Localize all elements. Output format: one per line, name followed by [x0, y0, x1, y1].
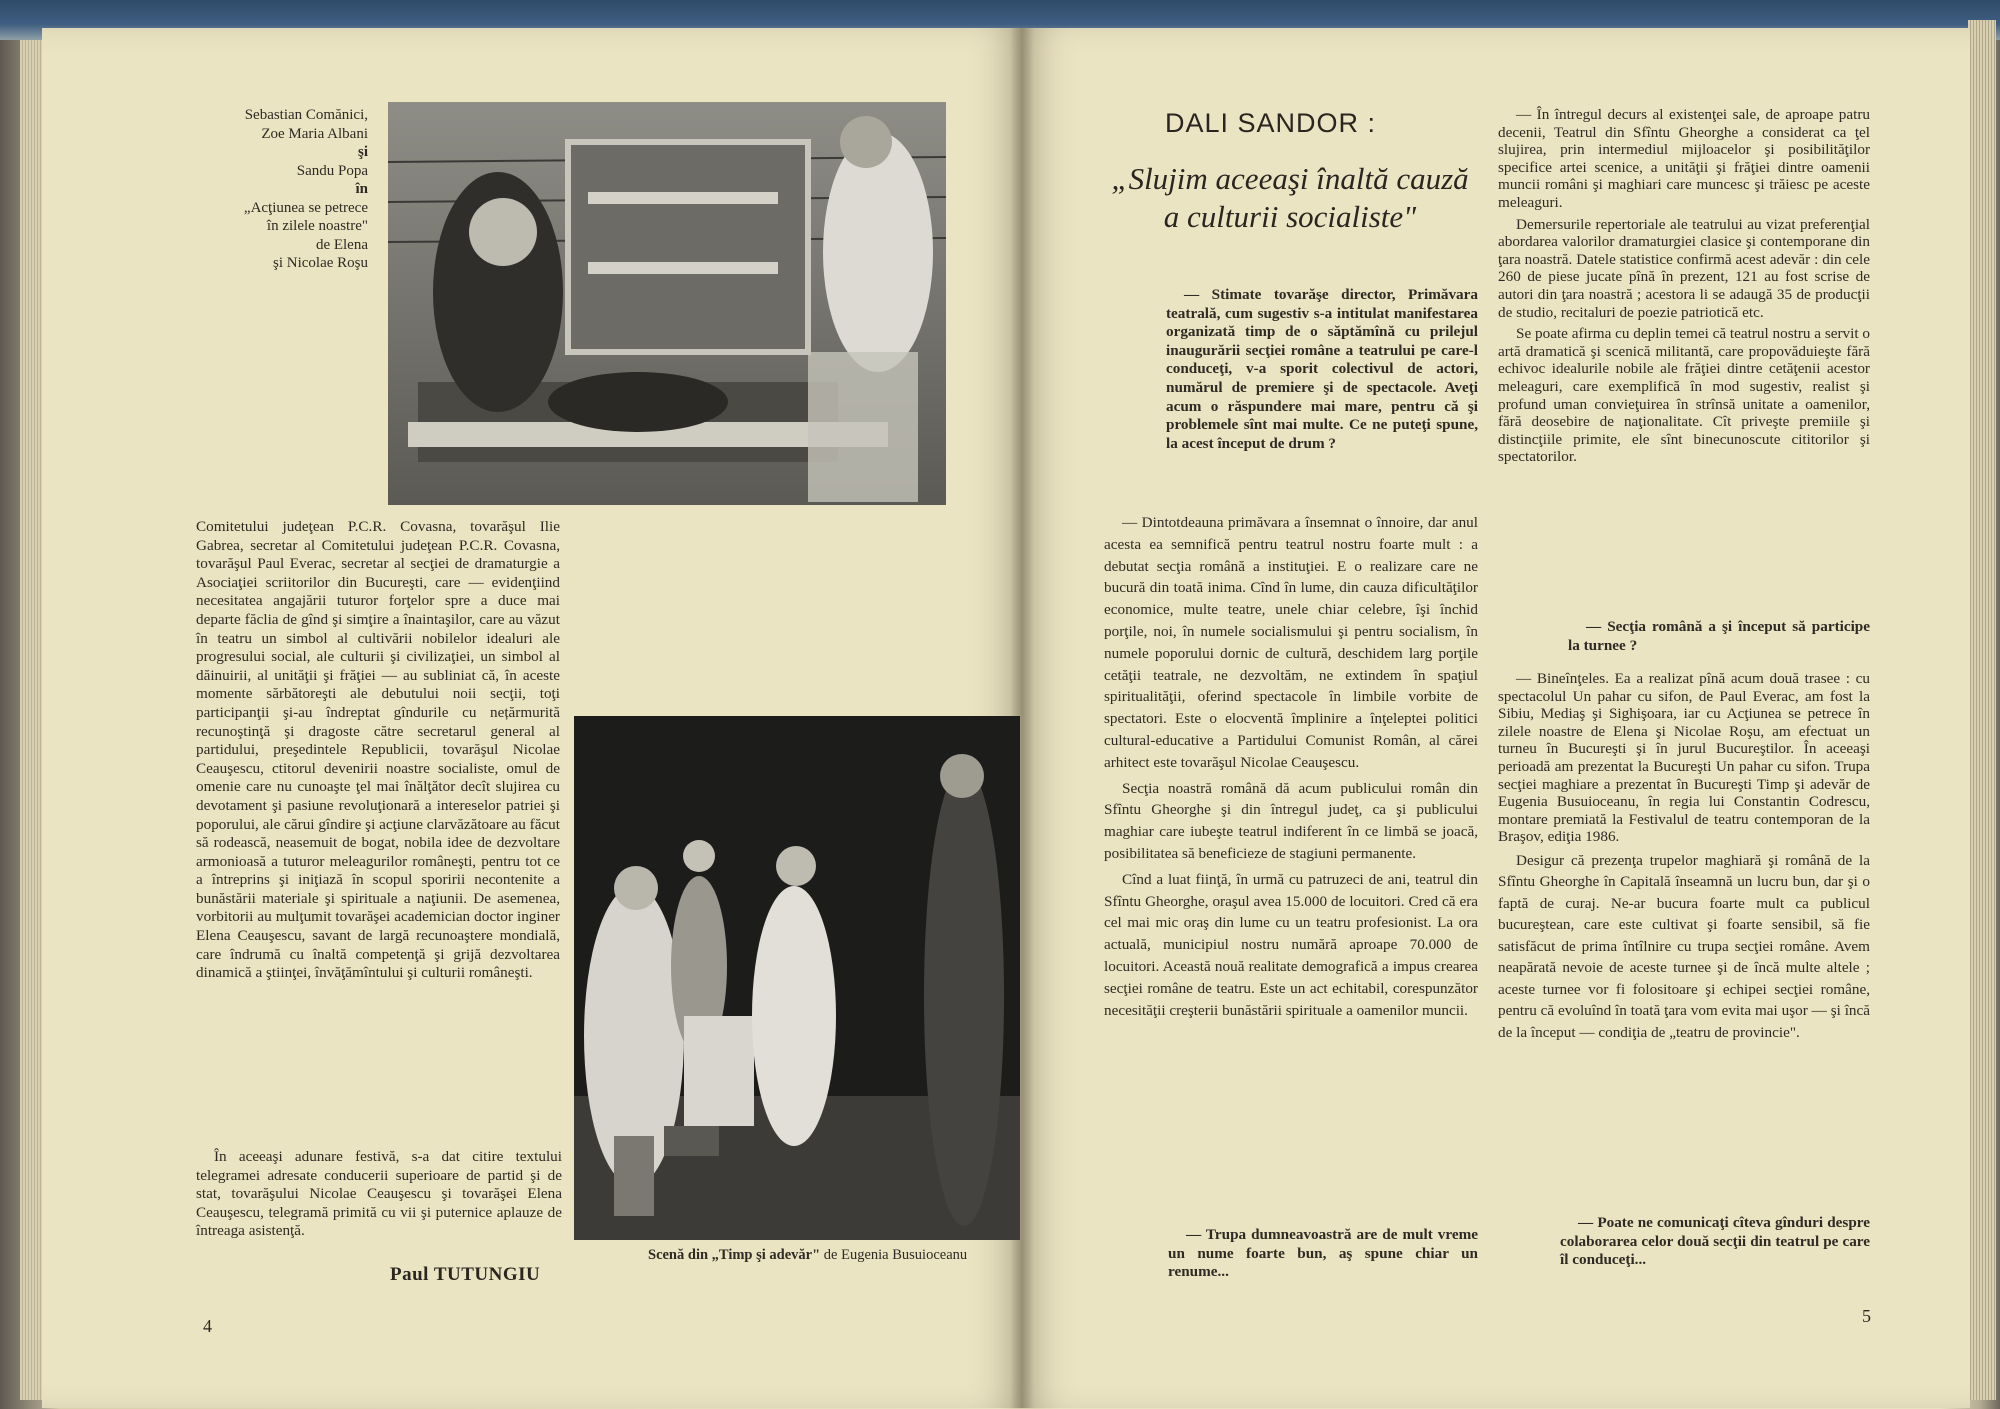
page-number-left: 4 [203, 1316, 212, 1336]
answer-paragraph: — În întregul decurs al existenţei sale, de aproape patru decenii, Teatrul din Sfîntu Gheorghe a considerat ca ţel slujirea, prin intermediul mijloacelor şi posibilităţilor specifice artei scenice, a unităţii şi frăţiei dintre oamenii muncii români şi maghiari care muncesc şi trăiesc pe aceste meleaguri. [1498, 106, 1870, 211]
answer-paragraph: Cînd a luat fiinţă, în urmă cu patruzeci de ani, teatrul din Sfîntu Gheorghe, oraşul avea 15.000 de locuitori. Cred că era cel mai mic oraş din lume cu un teatru profesionist. La ora actuală, municipiul nostru numără aproape 70.000 de locuitori. Această nouă realitate demografică a impus crearea secţiei române de teatru. Este un act echitabil, corespunzător necesităţii creşterii bunăstării spirituale a oamenilor muncii. [1104, 870, 1478, 1019]
caption-line: şi [357, 144, 368, 160]
article-paragraph: În aceeaşi adunare festivă, s-a dat citire textului telegramei adresate conducerii superioare de partid şi de stat, tovarăşului Nicolae Ceauşescu şi tovarăşei Elena Ceauşescu, telegramă primită cu vii şi puternice aplauze de întreaga asistenţă. [196, 1148, 562, 1240]
column-right-question [1568, 618, 1870, 659]
left-page-edges [20, 40, 44, 1400]
page-number-right: 5 [1862, 1306, 1871, 1326]
column-middle [1104, 512, 1478, 1025]
right-page-edges [1968, 20, 1996, 1400]
answer-paragraph: — Dintotdeauna primăvara a însemnat o înnoire, dar anul acesta ea semnifică pentru teatrul nostru foarte mult : a debutat secţia română a instituţiei. E o realizare care ne bucură din toată inima. Cînd în lume, din cauza dificultăţilor economice, multe teatre, unele chiar celebre, îşi închid porţile, noi, în numele socialismului şi pentru socialism, în numele poporului dornic de cultură, deschidem larg porţile cetăţii teatrale, ne dezvoltăm, ne extindem în spaţiul spiritualităţii, oferind spectacole în limbile vorbite de spectatori. Este o elocventă împlinire a înţeleptei politici cultural-educative a Partidului Comunist Român, al cărei arhitect este tovarăşul Nicolae Ceauşescu. [1104, 514, 1478, 771]
answer-paragraph: Secţia noastră română dă acum publicului român din Sfîntu Gheorghe şi din întregul judeţ, ca şi publicului maghiar care iubeşte teatrul indiferent în ce limbă se joacă, posibilitatea să beneficieze de stagiuni permanente. [1104, 779, 1478, 862]
question: — Poate ne comunicaţi cîteva gînduri despre colaborarea celor două secţii din teatrul pe care îl conduceţi... [1560, 1214, 1870, 1269]
question: — Secţia română a şi început să participe la turnee ? [1568, 618, 1870, 654]
column-right-bottom [1560, 1214, 1870, 1274]
article-body-left-bottom [196, 1148, 562, 1245]
interview-heading: DALI SANDOR : [1165, 108, 1377, 138]
caption-line: Sebastian Comănici, [244, 107, 368, 123]
caption-text: de Eugenia Busuioceanu [820, 1247, 968, 1263]
caption-line: Zoe Maria Albani [261, 125, 368, 142]
caption-bold: Scenă din „Timp şi adevăr" [648, 1247, 821, 1263]
caption-line: Sandu Popa [296, 162, 368, 179]
answer-paragraph: Se poate afirma cu deplin temei că teatrul nostru a servit o artă dramatică şi scenică militantă, care propovăduieşte fără echivoc idealurile nobile ale frăţiei dintre cetăţenii acestor meleaguri, care exemplifică în mod sugestiv, realist şi profund uman convieţuirea în strînsă unitate a oamenilor, fără deosebire de naţionalitate. Cît priveşte premiile şi distincţiile primite, ele sînt binecunoscute cititorilor şi spectatorilor. [1498, 325, 1870, 466]
article-author: Paul TUTUNGIU [390, 1264, 541, 1285]
caption-line: „Acţiunea se petrece [243, 199, 368, 216]
caption-line: în [355, 181, 368, 197]
column-middle-bottom [1168, 1226, 1478, 1286]
interview-title: „Slujim aceeaşi înaltă cauză a culturii socialiste" [1111, 161, 1469, 234]
answer-paragraph: Desigur că prezenţa trupelor maghiară şi română de la Sfîntu Gheorghe în Capitală înseamnă un lucru bun, dar şi o faptă de curaj. Ne-ar bucura foarte mult ca publicul bucureştean, care este cultivat şi foarte sensibil, să fie satisfăcut de prima întîlnire cu trupa secţiei române. Avem neapărată nevoie de aceste turnee şi de încă multe altele ; aceste turnee vor fi folositoare şi echipei secţiei române, pentru că evoluînd în toată ţara vom evita mai uşor — şi încă de la început — condiţia de „teatru de provincie". [1498, 851, 1870, 1041]
caption-line: de Elena [315, 236, 368, 253]
column-right-lower [1498, 670, 1870, 1047]
photo-caption-top [178, 106, 368, 273]
stage-photo-bottom [574, 716, 1020, 1240]
caption-line: şi Nicolae Roşu [273, 255, 368, 271]
stage-photo-top [388, 102, 946, 505]
answer-paragraph: Demersurile repertoriale ale teatrului au vizat preferenţial abordarea valorilor dramaturgiei clasice şi contemporane din ţara noastră. Datele statistice confirmă acest adevăr : din cele 260 de piese jucate pînă în prezent, 121 au fost scrise de autori din ţara noastră ; acestora li se adaugă 35 de producţii de studio, recitaluri de poezie patriotică etc. [1498, 215, 1870, 321]
article-body-left-top [196, 518, 560, 983]
photo-caption-bottom [648, 1247, 968, 1264]
column-right [1498, 106, 1870, 470]
answer-paragraph: — Bineînţeles. Ea a realizat pînă acum două trasee : cu spectacolul Un pahar cu sifon, de Paul Everac, am fost la Sibiu, Mediaş şi Sighişoara, iar cu Acţiunea se petrece în zilele noastre de Elena şi Nicolae Roşu, am efectuat un turneu în Bucureşti şi în jurul Bucureştilor. În aceeaşi perioadă am prezentat la Bucureşti Un pahar cu sifon. Trupa secţiei maghiare a prezentat în Bucureşti Timp şi adevăr de Eugenia Busuioceanu, în regia lui Constantin Codrescu, montare premiată la Festivalul de teatru contemporan de la Braşov, ediţia 1986. [1498, 670, 1870, 846]
caption-line: în zilele noastre" [266, 218, 368, 234]
question: — Stimate tovarăşe director, Primăvara teatrală, cum sugestiv s-a intitulat manifestarea organizată timp de o săptămînă cu prilejul inaugurării secţiei române a teatrului pe care-l conduceţi, v-a sporit colectivul de actori, numărul de premiere şi de spectacole. Aveţi acum o răspundere mai mare, pentru că şi problemele sînt mai multe. Ce ne puteţi spune, la acest început de drum ? [1166, 286, 1478, 452]
column-middle-top [1166, 286, 1478, 457]
article-paragraph: Comitetului judeţean P.C.R. Covasna, tovarăşul Ilie Gabrea, secretar al Comitetului judeţean P.C.R. Covasna, tovarăşul Paul Everac, secretar al secţiei de dramaturgie a Asociaţiei scriitorilor din Bucureşti, care — evidenţiind necesitatea angajării tuturor forţelor spre a duce mai departe făclia de gînd şi simţire a înaintaşilor, care au văzut în teatru un simbol al cultivării nobilelor idealuri ale progresului social, ale culturii şi civilizaţiei, un simbol al dăinuirii, al unităţii şi frăţiei — au subliniat că, în aceste momente sărbătoreşti ale debutului noii secţii, toţi participanţii şi-au îndreptat gîndurile cu nețărmurită recunoştinţă şi dragoste către secretarul general al partidului, preşedintele Republicii, tovarăşul Nicolae Ceauşescu, ctitorul devenirii noastre socialiste, omul de omenie care nu cunoaşte ţel mai înălţător decît slujirea cu devotament şi pasiune revoluţionară a intereselor patriei şi poporului, ale cărui gîndire şi acţiune clarvăzătoare au făcut să rodească, neasemuit de bogat, nobila idee de dezvoltare armonioasă a tuturor meleagurilor româneşti, pentru tot ce a întreprins şi iniţiază în scopul sporirii necontenite a bunăstării materiale şi spirituale a naţiunii. De asemenea, vorbitorii au mulţumit tovarăşei academician doctor inginer Elena Ceauşescu, savant de largă recunoaştere mondială, care îndrumă cu înaltă competenţă şi grijă dezvoltarea dinamică a ştiinţei, învăţămîntului şi culturii româneşti. [196, 518, 560, 982]
question: — Trupa dumneavoastră are de mult vreme un nume foarte bun, aş spune chiar un renume... [1168, 1226, 1478, 1281]
